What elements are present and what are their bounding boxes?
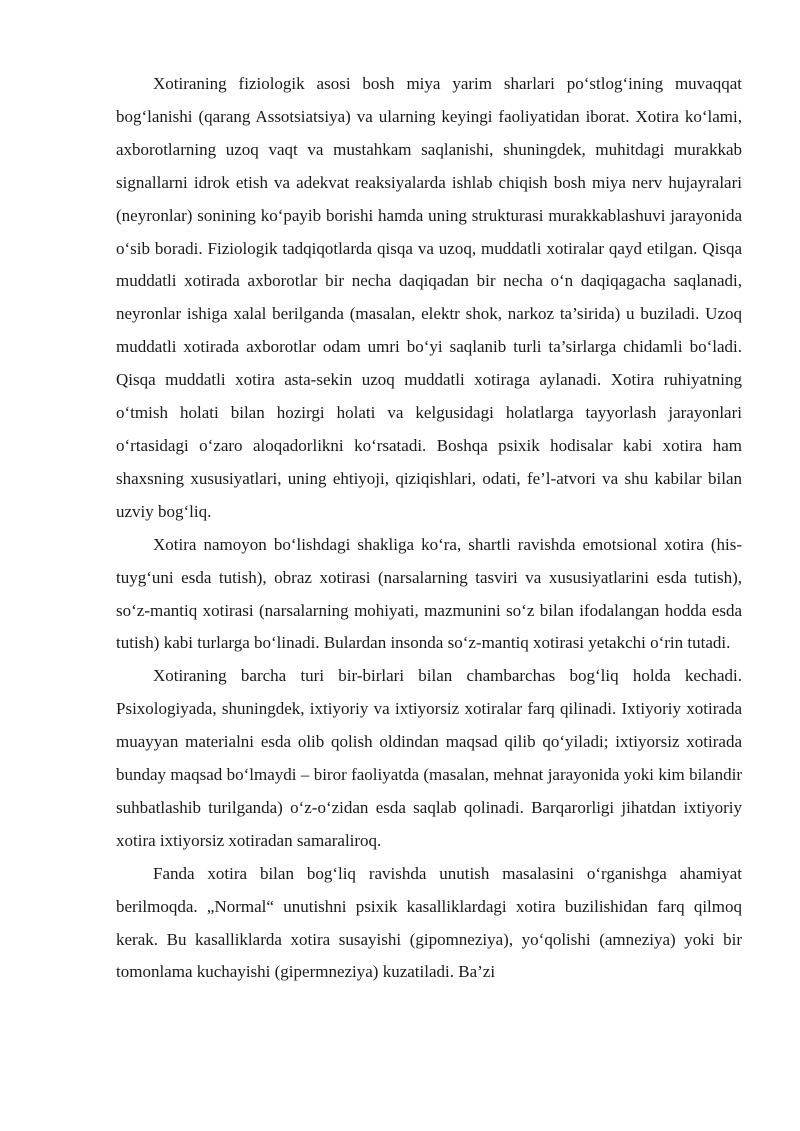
paragraph-memory-physiology: Xotiraning fiziologik asosi bosh miya yarim sharlari po‘stlog‘ining muvaqqat bog‘lanishi (qarang Assotsiatsiya) va ularning keyingi faoliyatidan iborat. Xotira ko‘lami, axborotlarning uzoq vaqt va mustahkam saqlanishi, shuningdek, muhitdagi murakkab signallarni idrok etish va adekvat reaksiyalarda ishlab chiqish bosh miya nerv hujayralari (neyronlar) sonining ko‘payib borishi hamda uning strukturasi murakkablashuvi jarayonida o‘sib boradi. Fiziologik tadqiqotlarda qisqa va uzoq, muddatli xotiralar qayd etilgan. Qisqa muddatli xotirada axborotlar bir necha daqiqadan bir necha o‘n daqiqagacha saqlanadi, neyronlar ishiga xalal berilganda (masalan, elektr shok, narkoz ta’sirida) u buziladi. Uzoq muddatli xotirada axborotlar odam umri bo‘yi saqlanib turli ta’sirlarga chidamli bo‘ladi. Qisqa muddatli xotira asta-sekin uzoq muddatli xotiraga aylanadi. Xotira ruhiyatning o‘tmish holati bilan hozirgi holati va kelgusidagi holatlarga tayyorlash jarayonlari o‘rtasidagi o‘zaro aloqadorlikni ko‘rsatadi. Boshqa psixik hodisalar kabi xotira ham shaxsning xususiyatlari, uning ehtiyoji, qiziqishlari, odati, fe’l-atvori va shu kabilar bilan uzviy bog‘liq.: [116, 74, 742, 521]
paragraph-forgetting: Fanda xotira bilan bog‘liq ravishda unutish masalasini o‘rganishga ahamiyat berilmoqda. „Normal“ unutishni psixik kasalliklardagi xotira buzilishidan farq qilmoq kerak. Bu kasalliklarda xotira susayishi (gipomneziya), yo‘qolishi (amneziya) yoki bir tomonlama kuchayishi (gipermneziya) kuzatiladi. Ba’zi: [116, 863, 742, 982]
paragraph-voluntary-memory: Xotiraning barcha turi bir-birlari bilan chambarchas bog‘liq holda kechadi. Psixologiyada, shuningdek, ixtiyoriy va ixtiyorsiz xotiralar farq qilinadi. Ixtiyoriy xotirada muayyan materialni esda olib qolish oldindan maqsad qilib qo‘yiladi; ixtiyorsiz xotirada bunday maqsad bo‘lmaydi – biror faoliyatda (masalan, mehnat jarayonida yoki kim bilandir suhbatlashib turilganda) o‘z-o‘zidan esda saqlab qolinadi. Barqarorligi jihatdan ixtiyoriy xotira ixtiyorsiz xotiradan samaraliroq.: [116, 666, 742, 850]
paragraph-memory-forms: Xotira namoyon bo‘lishdagi shakliga ko‘ra, shartli ravishda emotsional xotira (his-tuyg‘uni esda tutish), obraz xotirasi (narsalarning tasviri va xususiyatlarini esda tutish), so‘z-mantiq xotirasi (narsalarning mohiyati, mazmunini so‘z bilan ifodalangan hodda esda tutish) kabi turlarga bo‘linadi. Bulardan insonda so‘z-mantiq xotirasi yetakchi o‘rin tutadi.: [116, 534, 742, 653]
document-page: [116, 68, 742, 989]
